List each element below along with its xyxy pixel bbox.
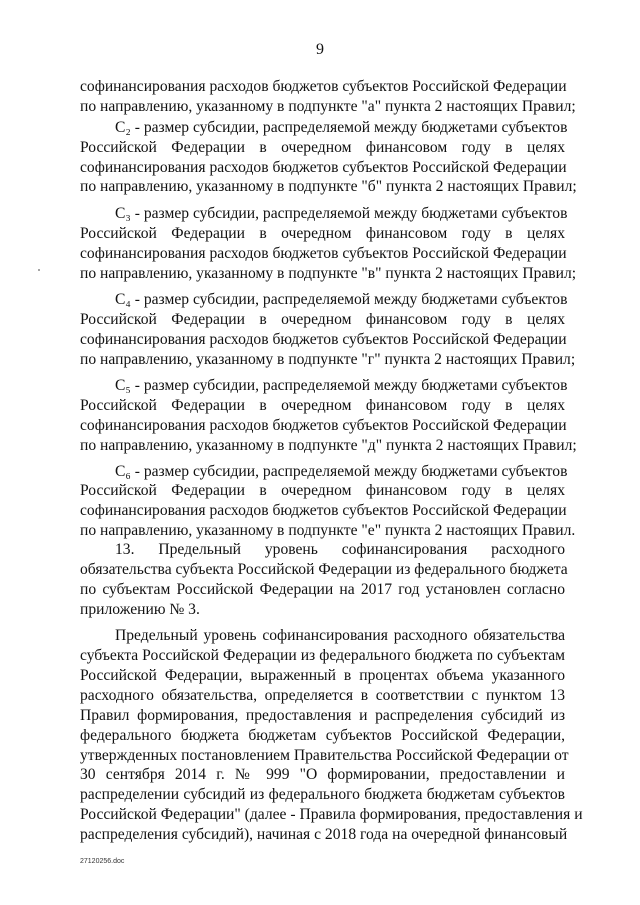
text-line: Российской Федерации в очередном финансовом году в целях [80,139,565,156]
text-line: софинансирования расходов бюджетов субъектов Российской Федерации [80,78,567,95]
text-line: обязательства субъекта Российской Федерации из федерального бюджета [80,561,568,578]
text-line: софинансирования расходов бюджетов субъектов Российской Федерации [80,331,567,348]
text-line: по направлению, указанному в подпункте "б" пункта 2 настоящих Правил; [80,178,577,195]
text-line: распределения субсидий), начиная с 2018 года на очередной финансовый [80,826,568,843]
text-line: софинансирования расходов бюджетов субъектов Российской Федерации [80,417,567,434]
text-line: распределении субсидий из федерального бюджета бюджетам субъектов [80,786,565,803]
text-line: Российской Федерации в очередном финансовом году в целях [80,225,565,242]
text-line: софинансирования расходов бюджетов субъектов Российской Федерации [80,159,567,176]
text-line: C₅ - размер субсидии, распределяемой между бюджетами субъектов [115,377,568,394]
text-line: 13. Предельный уровень софинансирования расходного [115,541,565,558]
text-line: по направлению, указанному в подпункте "е" пункта 2 настоящих Правил. [80,522,576,539]
text-line: C₆ - размер субсидии, распределяемой между бюджетами субъектов [115,463,568,480]
page-number: 9 [316,41,324,58]
footer-filename: 27120256.doc [80,858,125,865]
text-line: софинансирования расходов бюджетов субъектов Российской Федерации [80,502,567,519]
text-line: по направлению, указанному в подпункте "г" пункта 2 настоящих Правил; [80,351,576,368]
scan-speck [38,269,40,271]
text-line: по направлению, указанному в подпункте "а" пункта 2 настоящих Правил; [80,98,576,115]
text-line: Российской Федерации, выраженный в процентах объема указанного [80,667,565,684]
text-line: Российской Федерации в очередном финансовом году в целях [80,397,565,414]
text-line: C₃ - размер субсидии, распределяемой между бюджетами субъектов [115,205,568,222]
text-line: приложению № 3. [80,601,200,618]
text-line: расходного обязательства, определяется в соответствии с пунктом 13 [80,687,565,704]
text-line: по направлению, указанному в подпункте "д" пункта 2 настоящих Правил; [80,437,577,454]
text-line: Российской Федерации в очередном финансовом году в целях [80,482,565,499]
text-line: федерального бюджета бюджетам субъектов Российской Федерации, [80,727,565,744]
text-line: C₂ - размер субсидии, распределяемой между бюджетами субъектов [115,119,568,136]
text-line: Предельный уровень софинансирования расходного обязательства [115,627,565,644]
text-line: Правил формирования, предоставления и распределения субсидий из [80,707,565,724]
text-line: по субъектам Российской Федерации на 2017 год установлен согласно [80,581,565,598]
text-line: 30 сентября 2014 г. № 999 "О формировании, предоставлении и [80,766,565,783]
text-line: софинансирования расходов бюджетов субъектов Российской Федерации [80,245,567,262]
text-line: по направлению, указанному в подпункте "в" пункта 2 настоящих Правил; [80,265,577,282]
text-line: Российской Федерации" (далее - Правила формирования, предоставления и [80,806,583,823]
text-line: субъекта Российской Федерации из федерального бюджета по субъектам [80,647,565,664]
text-line: утвержденных постановлением Правительства Российской Федерации от [80,747,569,764]
text-line: Российской Федерации в очередном финансовом году в целях [80,311,565,328]
text-line: C₄ - размер субсидии, распределяемой между бюджетами субъектов [115,291,568,308]
